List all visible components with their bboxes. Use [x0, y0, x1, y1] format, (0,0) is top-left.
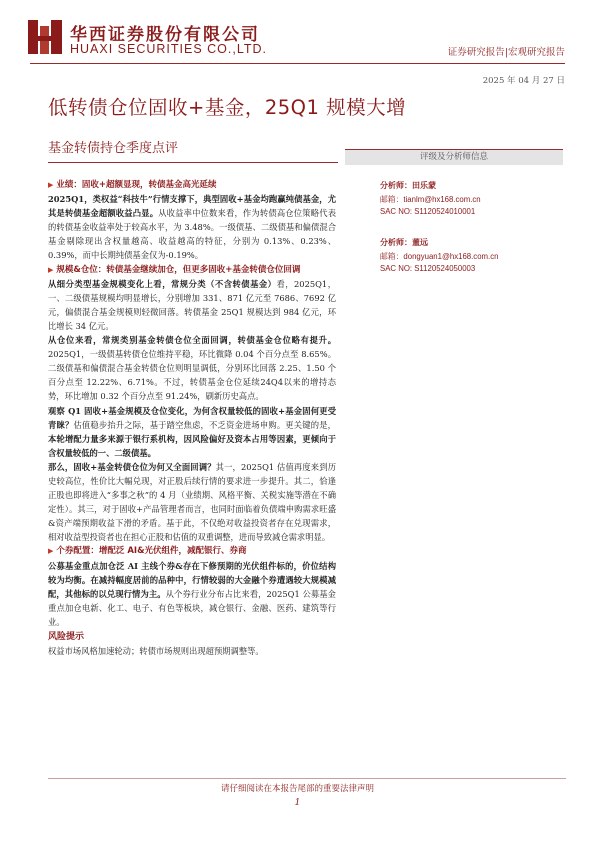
footer-divider [48, 778, 566, 779]
section-heading-holdings: ▶ 个券配置：增配泛 AI&光伏组件，减配银行、券商 [48, 546, 247, 557]
legal-notice: 请仔细阅读在本报告尾部的重要法律声明 [220, 784, 374, 794]
report-subtitle: 基金转债持仓季度点评 [48, 141, 179, 156]
paragraph: 从细分类型基金规模变化上看，常规分类（不含转债基金）看，2025Q1，一、二级债基规模均明显增长，分别增加 331、871 亿元至 7686、7692 亿元，偏债混合基金规模则轻微回落。转债基金 25Q1 规模达到 984 亿元，环比增长 34 亿元。 [48, 278, 336, 331]
section-heading-scale-position: ▶ 规模&仓位：转债基金继续加仓，但更多固收+基金转债仓位回调 [48, 264, 301, 275]
report-type: 证券研究报告|宏观研究报告 [447, 47, 565, 58]
report-body [48, 178, 336, 658]
analyst-email[interactable]: 邮箱：dongyuan1@hx168.com.cn [380, 252, 499, 261]
arrow-bullet-icon: ▶ [48, 547, 54, 556]
risk-text: 权益市场风格加速轮动；转债市场规则出现超预期调整等。 [48, 646, 264, 657]
paragraph: 观察 Q1 固收+基金规模及仓位变化，为何含权量较低的固收+基金固何更受青睐？估值稳步抬升之际，基于踏空焦虑，不乏资金进场申购。更关键的是，本轮增配力量多来源于银行系机构，因风险偏好及资本占用等因素，更倾向于含权量较低的一、二级债基。 [48, 405, 336, 458]
paragraph: 从仓位来看，常规类别基金转债仓位全面回调，转债基金仓位略有提升。2025Q1，一级债基转债仓位维持平稳，环比微降 0.04 个百分点至 8.65%。二级债基和偏债混合基金转债仓位则明显调低，分别环比回落 2.25、1.50 个百分点至 12.22%、6.71%。不过，转债基金仓位延续24Q4以来的增持态势，环比增加 0.32 个百分点至 91.24%，刷新历史高点。 [48, 335, 336, 402]
page-number: 1 [294, 798, 301, 808]
risk-heading: 风险提示 [48, 632, 85, 642]
arrow-bullet-icon: ▶ [48, 265, 54, 274]
section-heading-performance: ▶ 业绩：固收+超额显现，转债基金高光延续 [48, 180, 217, 190]
paragraph: 公募基金重点加仓泛 AI 主线个券&存在下修预期的光伏组件标的，价位结构较为均衡。在减持幅度居前的品种中，行情较弱的大金融个券遭遇较大规模减配，其他标的以兑现行情为主。从个券行业分布占比来看，2025Q1 公募基金重点加仓电新、化工、电子、有色等板块，减仓银行、金融、医药、建筑等行业。 [48, 560, 336, 627]
analyst-name: 分析师：董远 [380, 238, 428, 247]
analyst-name: 分析师：田乐蒙 [380, 181, 436, 190]
analyst-2 [380, 237, 498, 273]
analyst-sac: SAC NO: S1120524010001 [380, 207, 476, 216]
brand-name-en: HUAXI SECURITIES CO.,LTD. [70, 42, 268, 56]
arrow-bullet-icon: ▶ [48, 181, 54, 189]
analyst-1 [380, 180, 481, 216]
brand-name-cn: 华西证券股份有限公司 [70, 25, 260, 45]
huaxi-logo-icon [28, 20, 62, 54]
analyst-sac: SAC NO: S1120524050003 [380, 264, 476, 273]
paragraph: 那么，固收+基金转债仓位为何又全面回调？其一，2025Q1 估值再度来到历史较高位，性价比大幅兑现，对正股后续行情的要求进一步提升。其二，恰逢正股也即将进入“多事之秋”的 4 月（业绩期、风格平衡、关税实施等潜在不确定性）。其三，对于固收+产品管理者而言，也同时面临着负债端申购需求旺盛&资产端预期收益下滑的矛盾。基于此，不仅绝对收益投资者存在兑现需求，相对收益型投资者也在担心正股和估值的双重调整，进而导致减仓需求明显。 [48, 461, 336, 543]
report-date: 2025 年 04 月 27 日 [482, 76, 565, 86]
paragraph: 2025Q1，类权益“科技牛”行情支撑下，典型固收+基金均跑赢纯债基金，尤其是转债基金超额收益凸显。从收益率中位数来看，作为转债高仓位策略代表的转债基金收益率处于较高水平，为 3.48%。一级债基、二级债基和偏债混合基金剔除现出含权量越高、收益越高的特征，分别为 0.13%、0.23%、0.39%，而中长期纯债基金仅为-0.19%。 [48, 194, 336, 261]
analyst-info-bar: 评级及分析师信息 [345, 149, 563, 165]
subtitle-divider [48, 162, 338, 163]
analyst-email[interactable]: 邮箱：tianlm@hx168.com.cn [380, 195, 481, 204]
report-title: 低转债仓位固收+基金，25Q1 规模大增 [48, 96, 407, 119]
header-divider [30, 63, 565, 64]
